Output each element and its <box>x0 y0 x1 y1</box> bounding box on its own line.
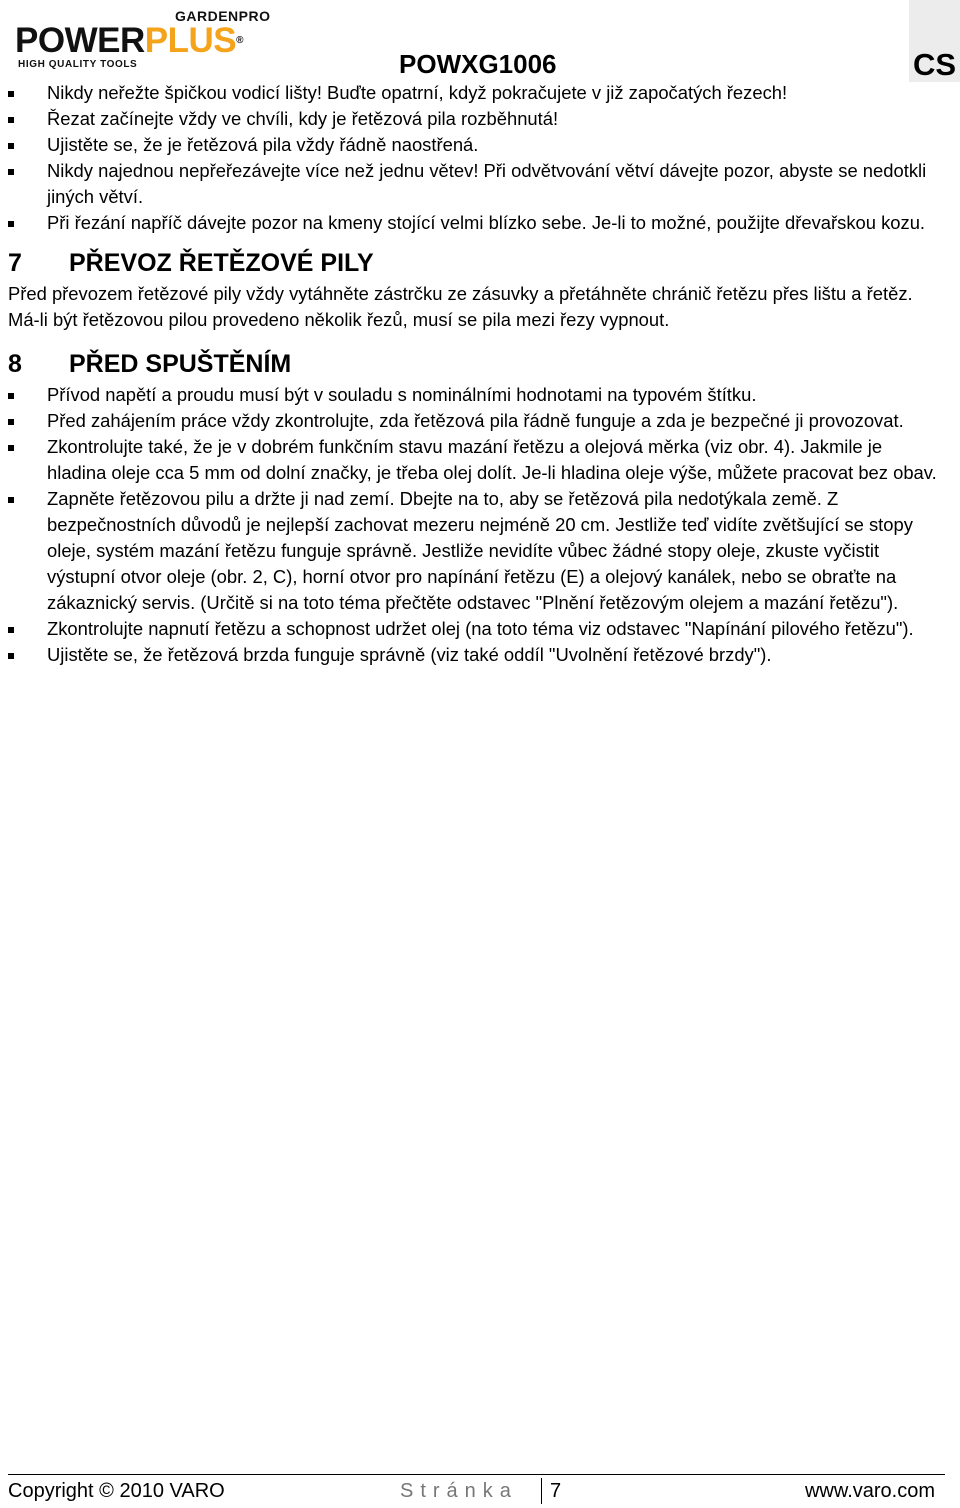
footer-copyright: Copyright © 2010 VARO <box>8 1480 225 1502</box>
list-item: Zkontrolujte napnutí řetězu a schopnost udržet olej (na toto téma viz odstavec "Napínání pilového řetězu"). <box>8 616 938 642</box>
list-item: Ujistěte se, že řetězová brzda funguje správně (viz také oddíl "Uvolnění řetězové brzdy"). <box>8 642 938 668</box>
page-content <box>8 80 938 668</box>
footer-website: www.varo.com <box>804 1480 935 1502</box>
list-item: Zkontrolujte také, že je v dobrém funkčním stavu mazání řetězu a olejová měrka (viz obr. 4). Jakmile je hladina oleje cca 5 mm od dolní značky, je třeba olej dolít. Je-li hladina oleje výše, můžete pracovat bez obav. <box>8 434 938 486</box>
model-number: POWXG1006 <box>399 49 557 79</box>
brand-logo-gardenpro: GARDENPRO <box>175 8 271 24</box>
section-8-number: 8 <box>8 350 22 378</box>
list-item: Nikdy najednou nepřeřezávejte více než jednu větev! Při odvětvování větví dávejte pozor, abyste se nedotkli jiných větví. <box>8 158 938 210</box>
language-code: CS <box>912 47 957 82</box>
section-8-title: PŘED SPUŠTĚNÍM <box>69 350 292 378</box>
brand-logo-power: POWER <box>15 21 145 60</box>
list-item: Před zahájením práce vždy zkontrolujte, zda řetězová pila řádně funguje a zda je bezpečné ji provozovat. <box>8 408 938 434</box>
list-item: Ujistěte se, že je řetězová pila vždy řádně naostřená. <box>8 132 938 158</box>
footer-page-number: 7 <box>541 1478 561 1504</box>
section-8-bullet-list <box>8 382 938 668</box>
brand-logo-wordmark <box>15 22 243 60</box>
list-item: Zapněte řetězovou pilu a držte ji nad zemí. Dbejte na to, aby se řetězová pila nedotýkala země. Z bezpečnostních důvodů je nejlepší zachovat mezeru nejméně 20 cm. Jestliže teď vidíte zvětšující se stopy oleje, systém mazání řetězu funguje správně. Jestliže nevidíte vůbec žádné stopy oleje, zkuste vyčistit výstupní otvor oleje (obr. 2, C), horní otvor pro napínání řetězu (E) a olejový kanálek, nebo se obraťte na zákaznický servis. (Určitě si na toto téma přečtěte odstavec "Plnění řetězovým olejem a mazání řetězu"). <box>8 486 938 616</box>
brand-logo-tagline: HIGH QUALITY TOOLS <box>18 59 138 70</box>
safety-bullet-list <box>8 80 938 236</box>
list-item: Při řezání napříč dávejte pozor na kmeny stojící velmi blízko sebe. Je-li to možné, použijte dřevařskou kozu. <box>8 210 938 236</box>
list-item: Řezat začínejte vždy ve chvíli, kdy je řetězová pila rozběhnutá! <box>8 106 938 132</box>
brand-logo-plus: PLUS <box>144 21 237 60</box>
list-item: Nikdy neřežte špičkou vodicí lišty! Buďte opatrní, když pokračujete v již započatých řezech! <box>8 80 938 106</box>
section-7-number: 7 <box>8 249 22 277</box>
page-footer <box>8 1478 945 1508</box>
footer-divider <box>8 1474 945 1475</box>
footer-page-label: Stránka <box>400 1480 518 1502</box>
brand-logo-registered: ® <box>236 35 243 46</box>
section-7-heading <box>8 248 938 278</box>
section-7-title: PŘEVOZ ŘETĚZOVÉ PILY <box>69 249 374 277</box>
section-8-heading <box>8 349 938 379</box>
language-tab <box>909 0 960 82</box>
section-7-paragraph: Před převozem řetězové pily vždy vytáhněte zástrčku ze zásuvky a přetáhněte chránič řetězu přes lištu a řetěz. Má-li být řetězovou pilou provedeno několik řezů, musí se pila mezi řezy vypnout. <box>8 283 913 330</box>
brand-logo <box>15 8 271 70</box>
list-item: Přívod napětí a proudu musí být v souladu s nominálními hodnotami na typovém štítku. <box>8 382 938 408</box>
